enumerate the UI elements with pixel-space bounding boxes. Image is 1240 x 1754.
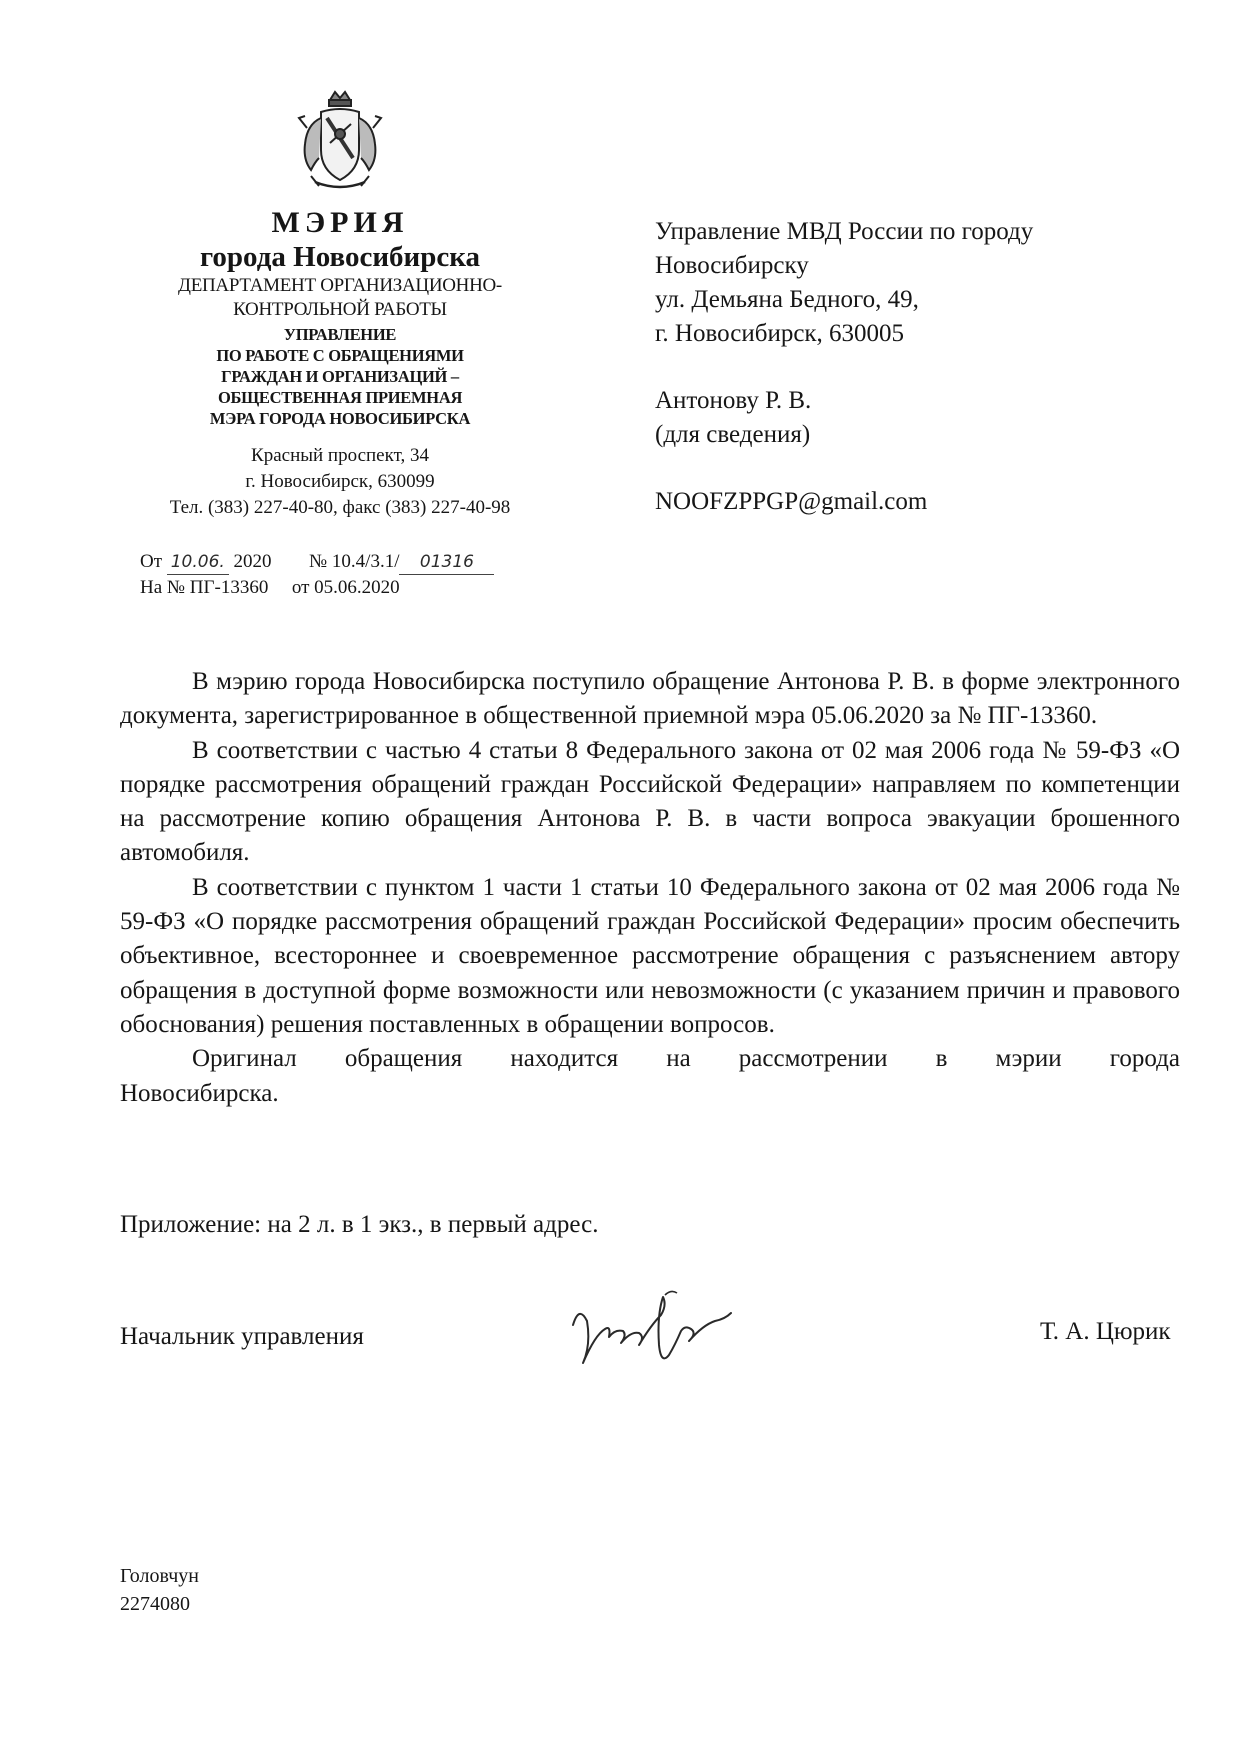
org-city-zip: г. Новосибирск, 630099 [245, 471, 435, 492]
from-label: От [140, 551, 163, 572]
cc-note: (для сведения) [655, 421, 811, 448]
letterhead [110, 88, 570, 521]
outgoing-date-handwritten: 10.06. [167, 550, 229, 575]
paragraph-continuation: Новосибирска. [120, 1079, 279, 1107]
org-title: МЭРИЯ [271, 206, 409, 239]
performer-info [120, 1562, 199, 1618]
recipient-city: г. Новосибирск, 630005 [655, 320, 905, 347]
office-name-line: УПРАВЛЕНИЕ [283, 325, 397, 344]
office-name-line: ОБЩЕСТВЕННАЯ ПРИЕМНАЯ [217, 388, 463, 407]
paragraph: В мэрию города Новосибирска поступило обращение Антонова Р. В. в форме электронного документа, зарегистрированное в общественной приемной мэра 05.06.2020 за № ПГ-13360. [120, 668, 1180, 730]
outgoing-year: 2020 [233, 551, 272, 572]
paragraph: В соответствии с частью 4 статьи 8 Федерального закона от 02 мая 2006 года № 59-ФЗ «О порядке рассмотрения обращений граждан Российской Федерации» направляем по компетенции на рассмотрение копию обращения Антонова Р. В. в части вопроса эвакуации брошенного автомобиля. [120, 736, 1180, 867]
department-name-line1: ДЕПАРТАМЕНТ ОРГАНИЗАЦИОННО- [178, 275, 502, 296]
signer-name: Т. А. Цюрик [1040, 1318, 1171, 1345]
signer-position: Начальник управления [120, 1323, 364, 1350]
office-name-line: ГРАЖДАН И ОРГАНИЗАЦИЙ – [221, 367, 459, 386]
city-coat-of-arms-icon [285, 88, 395, 198]
recipient-block [655, 215, 1135, 519]
attachment-note: Приложение: на 2 л. в 1 экз., в первый адрес. [120, 1211, 599, 1238]
org-city: города Новосибирска [199, 241, 481, 273]
to-label: На [140, 577, 163, 598]
handwritten-signature-icon [565, 1285, 745, 1375]
outgoing-reference [140, 550, 494, 575]
incoming-date: от 05.06.2020 [291, 577, 400, 598]
letter-body [120, 665, 1180, 1111]
department-name-line2: КОНТРОЛЬНОЙ РАБОТЫ [233, 299, 447, 320]
org-street: Красный проспект, 34 [251, 445, 429, 466]
paragraph: Оригинал обращения находится на рассмотрении в мэрии города [192, 1045, 1180, 1073]
performer-name: Головчун [120, 1565, 199, 1587]
recipient-street: ул. Демьяна Бедного, 49, [655, 286, 919, 313]
office-name-line: ПО РАБОТЕ С ОБРАЩЕНИЯМИ [216, 346, 464, 365]
cc-name: Антонову Р. В. [655, 387, 812, 414]
recipient-email: NOOFZPPGP@gmail.com [655, 488, 928, 515]
incoming-number: № ПГ-13360 [166, 577, 269, 598]
org-phone: Тел. (383) 227-40-80, факс (383) 227-40-98 [169, 497, 511, 518]
recipient-line: Новосибирску [655, 252, 809, 279]
outgoing-number-label: № 10.4/3.1/ [309, 551, 400, 572]
performer-phone: 2274080 [120, 1593, 190, 1615]
incoming-reference [140, 576, 400, 600]
office-name-line: МЭРА ГОРОДА НОВОСИБИРСКА [209, 409, 471, 428]
recipient-line: Управление МВД России по городу [655, 218, 1034, 245]
org-address [110, 443, 570, 521]
paragraph: В соответствии с пунктом 1 части 1 статьи 10 Федерального закона от 02 мая 2006 года № 59-ФЗ «О порядке рассмотрения обращений граждан Российской Федерации» просим обеспечить объективное, всестороннее и своевременное рассмотрение обращения с разъяснением автору обращения в доступной форме возможности или невозможности (с указанием причин и правового обоснования) решения поставленных в обращении вопросов. [120, 873, 1180, 1038]
outgoing-number-handwritten: 01316 [399, 550, 494, 575]
office-name [110, 324, 570, 429]
